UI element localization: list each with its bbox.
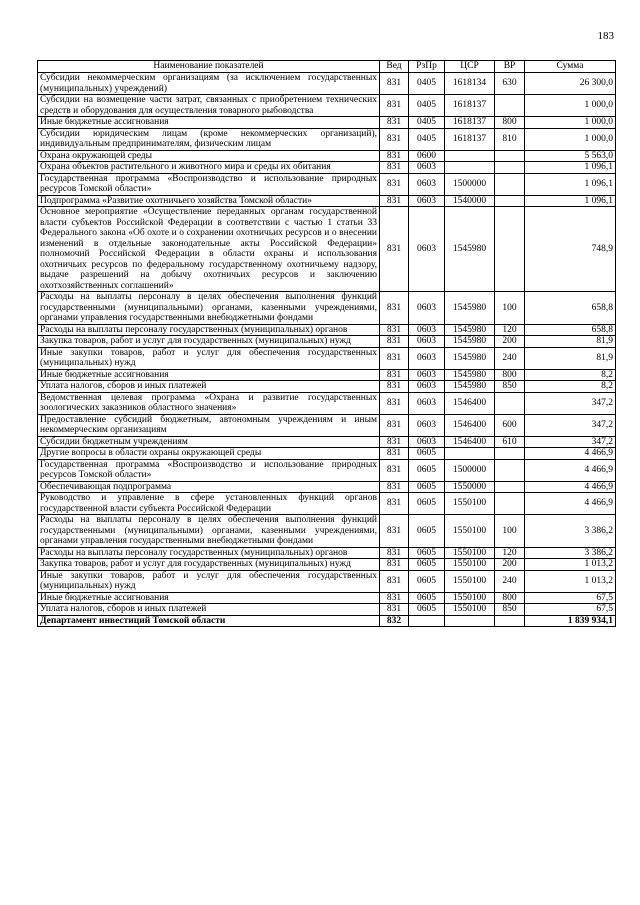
cell-rzpr: 0405 <box>409 95 445 117</box>
cell-rzpr: 0605 <box>409 493 445 515</box>
cell-csr: 1550100 <box>445 547 495 559</box>
cell-vr: 120 <box>495 547 525 559</box>
cell-csr: 1618137 <box>445 117 495 129</box>
cell-name: Расходы на выплаты персоналу государственных (муниципальных) органов <box>38 324 380 336</box>
cell-ved: 831 <box>380 173 409 195</box>
cell-ved: 831 <box>380 95 409 117</box>
table-row <box>38 369 616 381</box>
cell-vr: 810 <box>495 128 525 150</box>
cell-rzpr: 0603 <box>409 414 445 436</box>
cell-sum: 1 096,1 <box>525 195 616 207</box>
cell-vr <box>495 150 525 162</box>
table-row <box>38 559 616 571</box>
cell-name: Субсидии юридическим лицам (кроме некоммерческих организаций), индивидуальным предпринимателям, физическим лицам <box>38 128 380 150</box>
cell-name: Расходы на выплаты персоналу в целях обеспечения выполнения функций государственными (муниципальными) органами, казенными учреждениями, органами управления государственными внебюджетными фондами <box>38 515 380 548</box>
cell-ved: 831 <box>380 547 409 559</box>
cell-sum: 347,2 <box>525 414 616 436</box>
cell-vr <box>495 392 525 414</box>
cell-vr <box>495 481 525 493</box>
cell-ved: 831 <box>380 570 409 592</box>
cell-ved: 831 <box>380 604 409 616</box>
cell-name: Обеспечивающая подпрограмма <box>38 481 380 493</box>
cell-csr: 1618134 <box>445 73 495 95</box>
table-row <box>38 459 616 481</box>
cell-name: Расходы на выплаты персоналу в целях обеспечения выполнения функций государственными (муниципальными) органами, казенными учреждениями, органами управления государственными внебюджетными фондами <box>38 292 380 325</box>
cell-name: Подпрограмма «Развитие охотничьего хозяйства Томской области» <box>38 195 380 207</box>
cell-vr <box>495 493 525 515</box>
cell-vr: 240 <box>495 570 525 592</box>
table-row <box>38 392 616 414</box>
table-row <box>38 515 616 548</box>
cell-rzpr: 0605 <box>409 559 445 571</box>
cell-ved: 831 <box>380 207 409 292</box>
table-row <box>38 347 616 369</box>
table-row <box>38 195 616 207</box>
cell-name: Предоставление субсидий бюджетным, автономным учреждениям и иным некоммерческим организациям <box>38 414 380 436</box>
cell-csr: 1545980 <box>445 369 495 381</box>
table-row <box>38 173 616 195</box>
cell-sum: 4 466,9 <box>525 481 616 493</box>
cell-name: Закупка товаров, работ и услуг для государственных (муниципальных) нужд <box>38 336 380 348</box>
cell-vr: 800 <box>495 117 525 129</box>
cell-ved: 831 <box>380 195 409 207</box>
table-row <box>38 336 616 348</box>
cell-csr: 1618137 <box>445 95 495 117</box>
cell-csr: 1550000 <box>445 481 495 493</box>
cell-vr: 600 <box>495 414 525 436</box>
cell-name: Иные бюджетные ассигнования <box>38 592 380 604</box>
cell-ved: 831 <box>380 436 409 448</box>
cell-vr <box>495 195 525 207</box>
table-row <box>38 570 616 592</box>
cell-name: Уплата налогов, сборов и иных платежей <box>38 381 380 393</box>
cell-csr <box>445 615 495 627</box>
cell-rzpr: 0605 <box>409 515 445 548</box>
cell-rzpr: 0605 <box>409 481 445 493</box>
cell-sum: 81,9 <box>525 347 616 369</box>
cell-vr: 800 <box>495 592 525 604</box>
cell-rzpr: 0405 <box>409 73 445 95</box>
cell-ved: 831 <box>380 592 409 604</box>
cell-csr: 1500000 <box>445 459 495 481</box>
table-row <box>38 547 616 559</box>
cell-csr: 1500000 <box>445 173 495 195</box>
cell-ved: 831 <box>380 381 409 393</box>
cell-csr: 1545980 <box>445 347 495 369</box>
cell-vr <box>495 615 525 627</box>
cell-sum: 1 000,0 <box>525 128 616 150</box>
cell-rzpr: 0603 <box>409 347 445 369</box>
cell-sum: 3 386,2 <box>525 547 616 559</box>
cell-sum: 1 000,0 <box>525 95 616 117</box>
cell-vr: 610 <box>495 436 525 448</box>
cell-sum: 8,2 <box>525 381 616 393</box>
cell-vr <box>495 448 525 460</box>
cell-sum: 1 839 934,1 <box>525 615 616 627</box>
cell-rzpr: 0603 <box>409 292 445 325</box>
table-row <box>38 292 616 325</box>
cell-rzpr: 0603 <box>409 336 445 348</box>
cell-csr: 1540000 <box>445 195 495 207</box>
cell-ved: 831 <box>380 347 409 369</box>
cell-name: Субсидии на возмещение части затрат, связанных с приобретением технических средств и оборудования для осуществления товарного рыбоводства <box>38 95 380 117</box>
cell-sum: 8,2 <box>525 369 616 381</box>
cell-sum: 1 000,0 <box>525 117 616 129</box>
header-ved: Вед <box>380 61 409 73</box>
cell-vr: 850 <box>495 604 525 616</box>
cell-name: Иные закупки товаров, работ и услуг для обеспечения государственных (муниципальных) нужд <box>38 570 380 592</box>
cell-vr: 240 <box>495 347 525 369</box>
page-number: 183 <box>597 30 614 42</box>
cell-csr: 1545980 <box>445 324 495 336</box>
cell-sum: 1 096,1 <box>525 173 616 195</box>
cell-sum: 748,9 <box>525 207 616 292</box>
cell-ved: 831 <box>380 369 409 381</box>
cell-csr <box>445 162 495 174</box>
table-row <box>38 207 616 292</box>
cell-sum: 4 466,9 <box>525 493 616 515</box>
cell-rzpr <box>409 615 445 627</box>
header-sum: Сумма <box>525 61 616 73</box>
cell-sum: 4 466,9 <box>525 448 616 460</box>
cell-name: Иные закупки товаров, работ и услуг для обеспечения государственных (муниципальных) нужд <box>38 347 380 369</box>
cell-ved: 831 <box>380 481 409 493</box>
table-body <box>38 73 616 627</box>
cell-rzpr: 0603 <box>409 324 445 336</box>
cell-ved: 831 <box>380 73 409 95</box>
cell-rzpr: 0603 <box>409 436 445 448</box>
cell-sum: 26 300,0 <box>525 73 616 95</box>
cell-name: Субсидии бюджетным учреждениям <box>38 436 380 448</box>
table-row <box>38 604 616 616</box>
cell-ved: 831 <box>380 324 409 336</box>
cell-csr: 1545980 <box>445 336 495 348</box>
budget-table <box>37 60 616 627</box>
cell-ved: 831 <box>380 162 409 174</box>
cell-vr: 100 <box>495 292 525 325</box>
cell-name: Уплата налогов, сборов и иных платежей <box>38 604 380 616</box>
cell-sum: 347,2 <box>525 392 616 414</box>
cell-csr: 1550100 <box>445 493 495 515</box>
cell-sum: 658,8 <box>525 292 616 325</box>
cell-name: Иные бюджетные ассигнования <box>38 369 380 381</box>
table-row <box>38 493 616 515</box>
cell-sum: 347,2 <box>525 436 616 448</box>
cell-sum: 1 013,2 <box>525 559 616 571</box>
cell-vr: 800 <box>495 369 525 381</box>
header-name: Наименование показателей <box>38 61 380 73</box>
cell-name: Основное мероприятие «Осуществление переданных органам государственной власти субъектов Российской Федерации в соответствии с частью 1 статьи 33 Федерального закона «Об охоте и о сохранении охотничьих ресурсов и о внесении изменений в отдельные законодательные акты Российской Федерации» полномочий Российской Федерации в области охраны и использования охотничьих ресурсов по федеральному государственному охотничьему надзору, выдаче разрешений на добычу охотничьих ресурсов и заключению охотхозяйственных соглашений» <box>38 207 380 292</box>
cell-rzpr: 0605 <box>409 547 445 559</box>
cell-sum: 1 013,2 <box>525 570 616 592</box>
table-row <box>38 381 616 393</box>
cell-csr: 1546400 <box>445 414 495 436</box>
cell-csr: 1545980 <box>445 207 495 292</box>
table-row <box>38 117 616 129</box>
table-row <box>38 592 616 604</box>
cell-name: Руководство и управление в сфере установленных функций органов государственной власти субъекта Российской Федерации <box>38 493 380 515</box>
cell-vr <box>495 207 525 292</box>
cell-ved: 831 <box>380 128 409 150</box>
cell-csr: 1550100 <box>445 515 495 548</box>
cell-rzpr: 0603 <box>409 369 445 381</box>
table-row <box>38 324 616 336</box>
cell-csr: 1618137 <box>445 128 495 150</box>
cell-csr: 1545980 <box>445 381 495 393</box>
header-vr: ВР <box>495 61 525 73</box>
cell-vr: 200 <box>495 559 525 571</box>
cell-sum: 4 466,9 <box>525 459 616 481</box>
cell-ved: 831 <box>380 448 409 460</box>
cell-rzpr: 0600 <box>409 150 445 162</box>
cell-sum: 81,9 <box>525 336 616 348</box>
cell-rzpr: 0605 <box>409 459 445 481</box>
cell-vr <box>495 95 525 117</box>
cell-rzpr: 0603 <box>409 381 445 393</box>
cell-vr <box>495 173 525 195</box>
cell-ved: 831 <box>380 559 409 571</box>
cell-sum: 5 563,0 <box>525 150 616 162</box>
table-row <box>38 150 616 162</box>
cell-rzpr: 0605 <box>409 592 445 604</box>
cell-sum: 3 386,2 <box>525 515 616 548</box>
table-row <box>38 615 616 627</box>
cell-csr: 1550100 <box>445 559 495 571</box>
cell-vr <box>495 459 525 481</box>
header-rzpr: РзПр <box>409 61 445 73</box>
cell-ved: 831 <box>380 117 409 129</box>
cell-vr: 120 <box>495 324 525 336</box>
cell-csr: 1550100 <box>445 604 495 616</box>
cell-csr: 1546400 <box>445 392 495 414</box>
table-row <box>38 128 616 150</box>
cell-rzpr: 0605 <box>409 604 445 616</box>
cell-rzpr: 0605 <box>409 570 445 592</box>
table-row <box>38 162 616 174</box>
table-row <box>38 73 616 95</box>
table-header-row <box>38 61 616 73</box>
cell-ved: 831 <box>380 515 409 548</box>
cell-vr: 630 <box>495 73 525 95</box>
cell-name: Иные бюджетные ассигнования <box>38 117 380 129</box>
cell-vr: 850 <box>495 381 525 393</box>
cell-sum: 67,5 <box>525 592 616 604</box>
cell-rzpr: 0603 <box>409 207 445 292</box>
cell-vr <box>495 162 525 174</box>
cell-rzpr: 0603 <box>409 195 445 207</box>
cell-name: Охрана объектов растительного и животного мира и среды их обитания <box>38 162 380 174</box>
cell-csr: 1550100 <box>445 592 495 604</box>
cell-name: Государственная программа «Воспроизводство и использование природных ресурсов Томской области» <box>38 173 380 195</box>
cell-rzpr: 0603 <box>409 392 445 414</box>
cell-ved: 831 <box>380 336 409 348</box>
table-row <box>38 481 616 493</box>
cell-csr: 1546400 <box>445 436 495 448</box>
header-csr: ЦСР <box>445 61 495 73</box>
cell-name: Ведомственная целевая программа «Охрана и развитие государственных зоологических заказников областного значения» <box>38 392 380 414</box>
cell-sum: 67,5 <box>525 604 616 616</box>
cell-ved: 831 <box>380 414 409 436</box>
cell-name: Расходы на выплаты персоналу государственных (муниципальных) органов <box>38 547 380 559</box>
cell-name: Государственная программа «Воспроизводство и использование природных ресурсов Томской области» <box>38 459 380 481</box>
cell-ved: 832 <box>380 615 409 627</box>
cell-csr <box>445 448 495 460</box>
table-row <box>38 95 616 117</box>
cell-name: Другие вопросы в области охраны окружающей среды <box>38 448 380 460</box>
cell-name: Закупка товаров, работ и услуг для государственных (муниципальных) нужд <box>38 559 380 571</box>
table-row <box>38 414 616 436</box>
cell-name: Охрана окружающей среды <box>38 150 380 162</box>
cell-ved: 831 <box>380 292 409 325</box>
cell-name: Субсидии некоммерческим организациям (за исключением государственных (муниципальных) учреждений) <box>38 73 380 95</box>
cell-rzpr: 0603 <box>409 162 445 174</box>
cell-ved: 831 <box>380 459 409 481</box>
cell-ved: 831 <box>380 392 409 414</box>
table-row <box>38 436 616 448</box>
cell-ved: 831 <box>380 493 409 515</box>
table-row <box>38 448 616 460</box>
cell-vr: 100 <box>495 515 525 548</box>
cell-rzpr: 0605 <box>409 448 445 460</box>
cell-rzpr: 0405 <box>409 117 445 129</box>
cell-csr: 1545980 <box>445 292 495 325</box>
cell-rzpr: 0405 <box>409 128 445 150</box>
cell-ved: 831 <box>380 150 409 162</box>
cell-rzpr: 0603 <box>409 173 445 195</box>
cell-csr <box>445 150 495 162</box>
cell-sum: 1 096,1 <box>525 162 616 174</box>
cell-csr: 1550100 <box>445 570 495 592</box>
cell-sum: 658,8 <box>525 324 616 336</box>
cell-name: Департамент инвестиций Томской области <box>38 615 380 627</box>
cell-vr: 200 <box>495 336 525 348</box>
